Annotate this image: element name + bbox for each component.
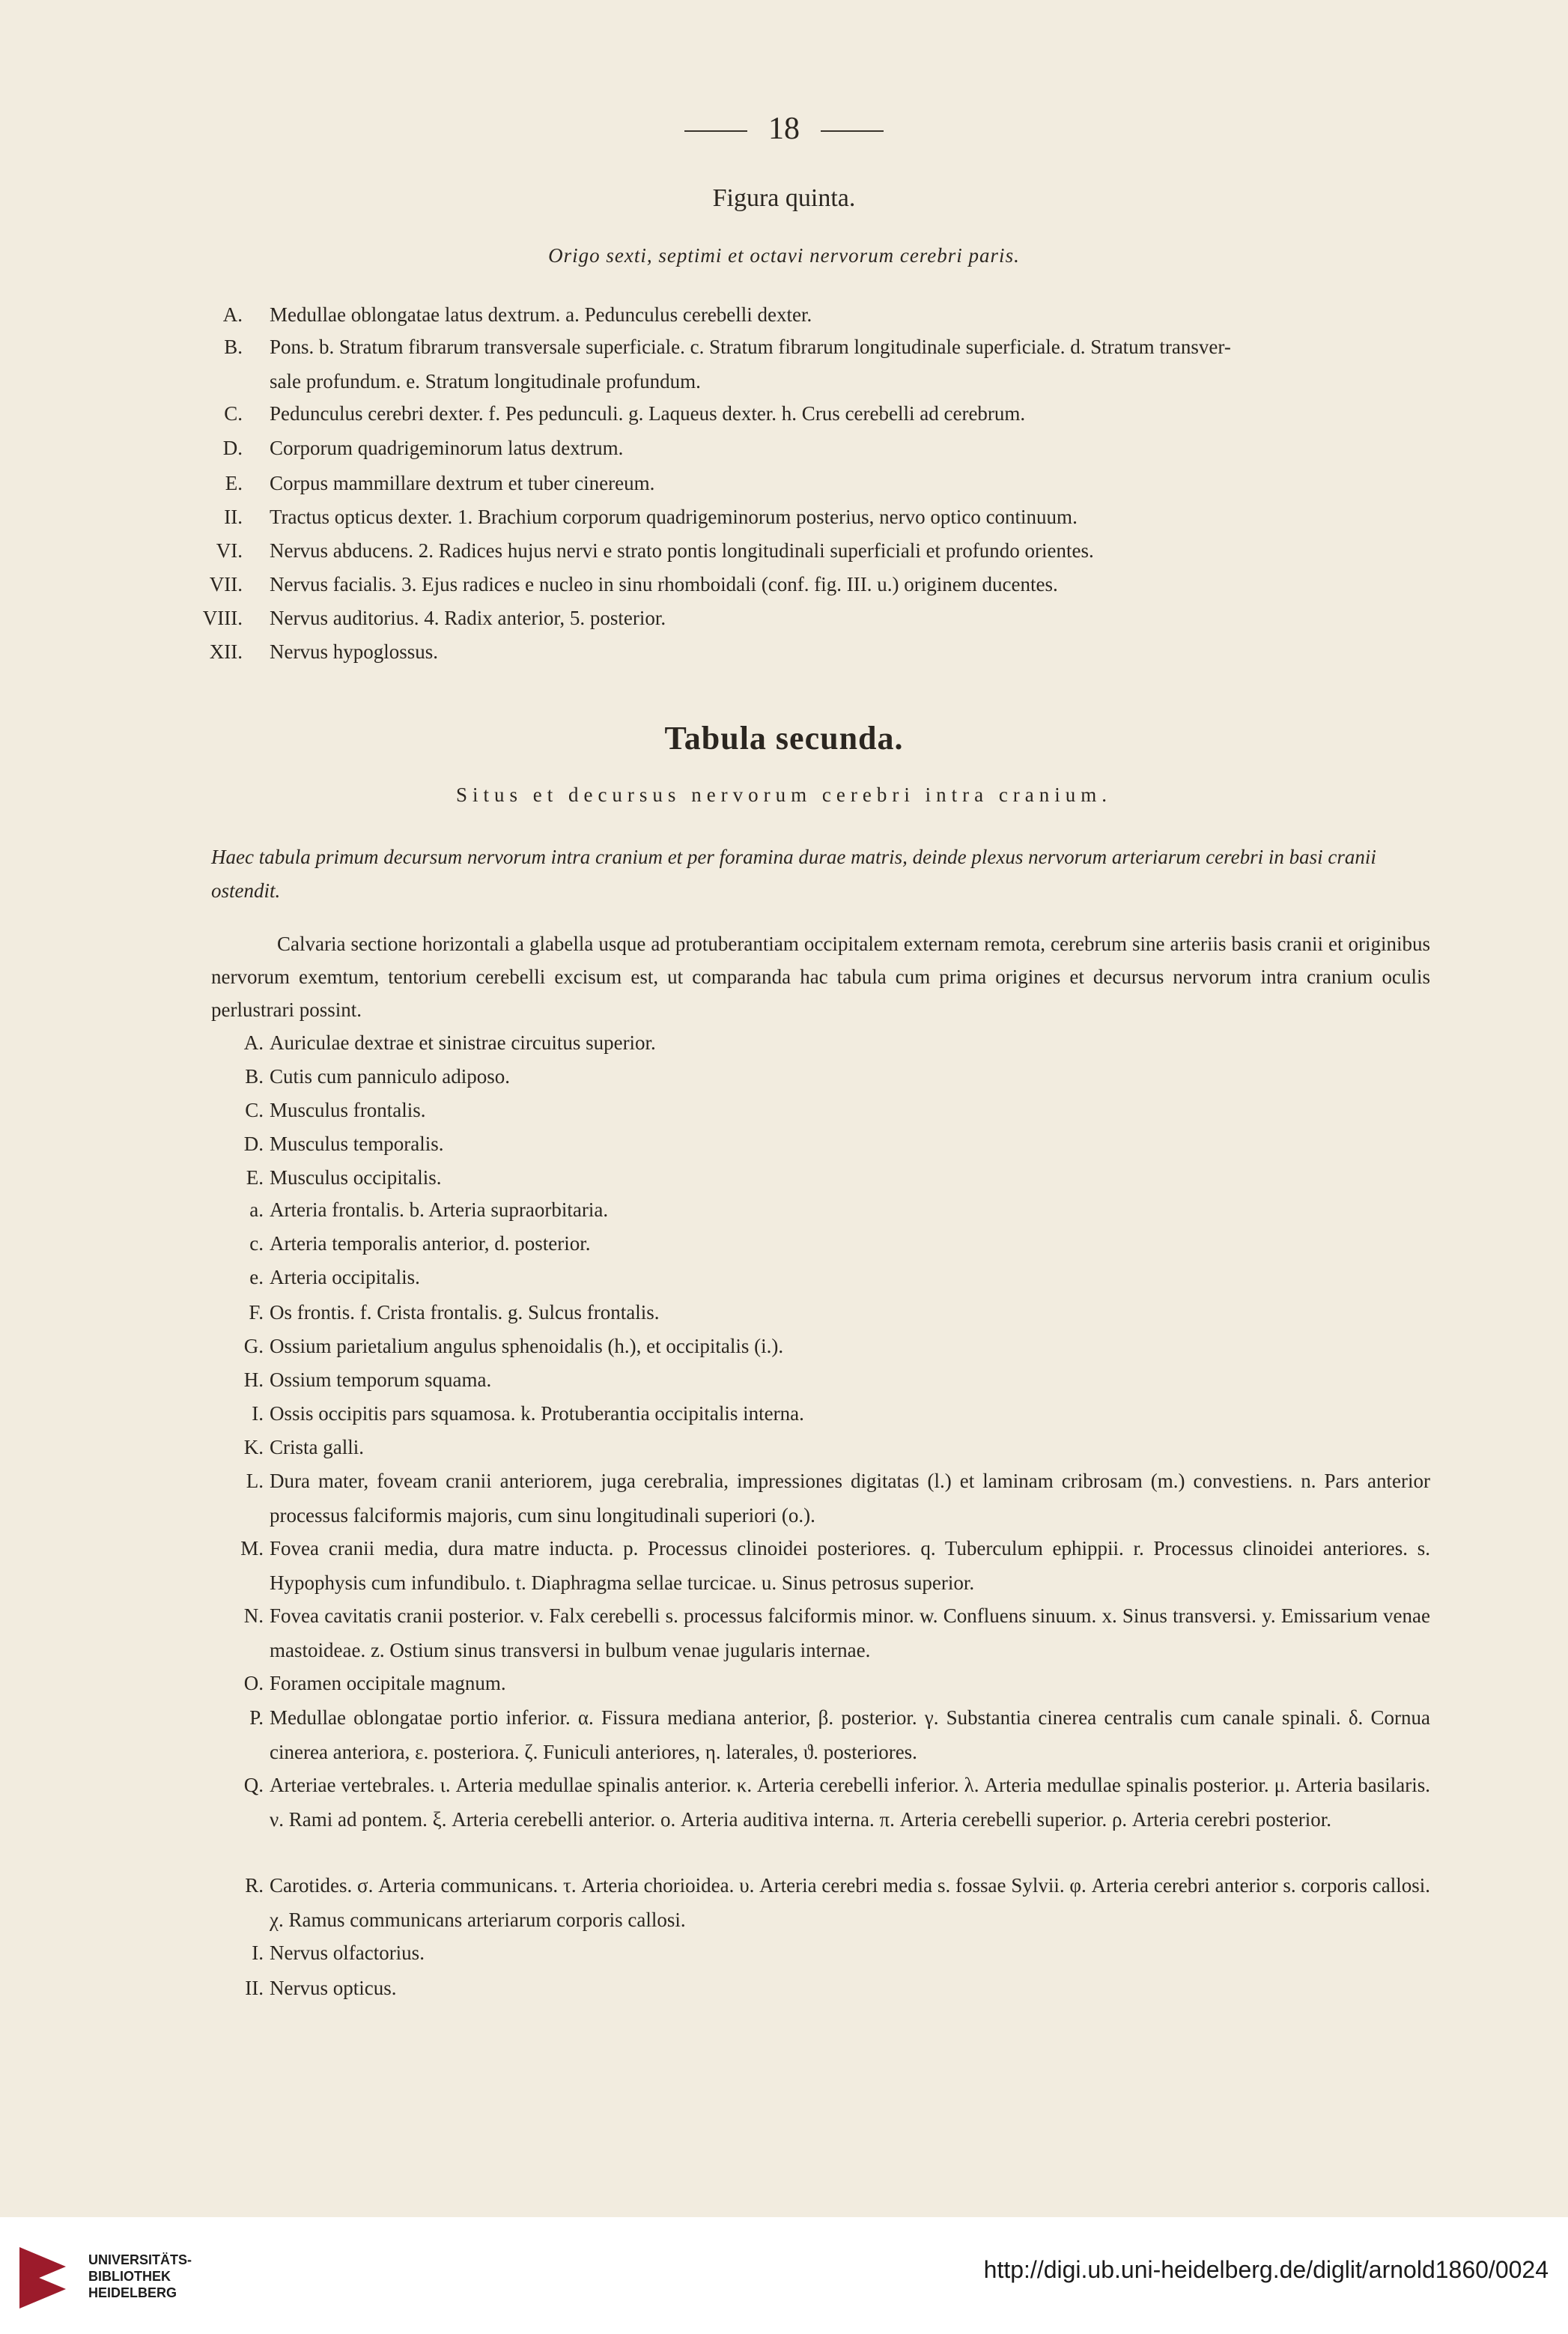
legend-text: Ossis occipitis pars squamosa. k. Protuberantia occipitalis interna. (270, 1402, 804, 1425)
legend-text: Arteriae vertebrales. ι. Arteria medullae spinalis anterior. κ. Arteria cerebelli inferior. λ. Arteria medullae spinalis posterior. μ. Arteria basilaris. ν. Rami ad pontem. ξ. Arteria cerebelli anterior. ο. Arteria auditiva interna. π. Arteria cerebelli superior. ρ. Arteria cerebri posterior. (270, 1774, 1430, 1831)
legend-text: Crista galli. (270, 1436, 364, 1458)
legend-key: Q. (243, 1774, 264, 1796)
legend-text: Medullae oblongatae portio inferior. α. Fissura mediana anterior, β. posterior. γ. Substantia cinerea centralis cum canale spinali. δ. Cornua cinerea anteriora, ε. posteriora. ζ. Funiculi anteriores, η. laterales, ϑ. posteriores. (270, 1706, 1430, 1763)
legend-key: M. (240, 1537, 264, 1559)
legend-text: Nervus olfactorius. (270, 1942, 425, 1964)
library-name-line: BIBLIOTHEK (88, 2269, 171, 2284)
legend-key: F. (249, 1301, 264, 1324)
legend-text: sale profundum. e. Stratum longitudinale profundum. (270, 370, 701, 392)
legend-text: Nervus hypoglossus. (270, 640, 439, 663)
legend-text: Nervus abducens. 2. Radices hujus nervi e strato pontis longitudinali superficiali et profundo orientes. (270, 539, 1094, 562)
source-url-link[interactable]: http://digi.ub.uni-heidelberg.de/diglit/arnold1860/0024 (983, 2256, 1549, 2283)
legend-key: O. (243, 1672, 264, 1694)
legend-key: VI. (216, 539, 243, 562)
legend-key: C. (224, 402, 243, 425)
legend-text: Nervus auditorius. 4. Radix anterior, 5. posterior. (270, 607, 666, 629)
table-subtitle: Situs et decursus nervorum cerebri intra cranium. (455, 783, 1113, 806)
legend-text: Pons. b. Stratum fibrarum transversale superficiale. c. Stratum fibrarum longitudinale superficiale. d. Stratum transver- (270, 336, 1231, 358)
legend-key: N. (243, 1604, 264, 1627)
legend-key: K. (243, 1436, 264, 1458)
legend-key: L. (246, 1470, 264, 1492)
legend-key: II. (224, 506, 243, 528)
legend-key: D. (243, 1133, 264, 1155)
figure-heading: Figura quinta. (712, 184, 856, 212)
footer-bar (0, 2217, 1568, 2334)
legend-text: Musculus frontalis. (270, 1099, 426, 1121)
legend-text: Medullae oblongatae latus dextrum. a. Pedunculus cerebelli dexter. (270, 303, 812, 326)
legend-text: Os frontis. f. Crista frontalis. g. Sulcus frontalis. (270, 1301, 660, 1324)
table-heading: Tabula secunda. (664, 720, 904, 757)
legend-key: A. (243, 1031, 264, 1054)
page-number: 18 (0, 111, 1568, 147)
legend-text: Auriculae dextrae et sinistrae circuitus superior. (270, 1031, 656, 1054)
legend-text: Tractus opticus dexter. 1. Brachium corporum quadrigeminorum posterius, nervo optico continuum. (270, 506, 1078, 528)
figure-subtitle: Origo sexti, septimi et octavi nervorum cerebri paris. (548, 244, 1020, 267)
legend-key: G. (243, 1335, 264, 1357)
legend-key: I. (252, 1402, 264, 1425)
legend-key: A. (222, 303, 243, 326)
legend-text: Musculus temporalis. (270, 1133, 444, 1155)
legend-key: I. (252, 1942, 264, 1964)
legend-text: Cutis cum panniculo adiposo. (270, 1065, 510, 1088)
legend-text: Dura mater, foveam cranii anteriorem, juga cerebralia, impressiones digitatas (l.) et laminam cribrosam (m.) convestiens. n. Pars anterior processus falciformis majoris, cum sinu longitudinali superiori (o.). (270, 1470, 1430, 1527)
legend-key: D. (222, 437, 243, 459)
legend-key: VII. (209, 573, 243, 595)
legend-text: Arteria temporalis anterior, d. posterior. (270, 1232, 591, 1255)
legend-key: R. (245, 1874, 264, 1897)
legend-text: Corpus mammillare dextrum et tuber cinereum. (270, 472, 655, 494)
intro-body: Calvaria sectione horizontali a glabella usque ad protuberantiam occipitalem externam remota, cerebrum sine arteriis basis cranii et originibus nervorum exemtum, tentorium cerebelli excisum est, ut comparanda hac tabula cum prima origines et decursus nervorum intra cranium oculis perlustrari possint. (211, 933, 1430, 1021)
legend-key: II. (245, 1977, 264, 1999)
legend-text: Carotides. σ. Arteria communicans. τ. Arteria chorioidea. υ. Arteria cerebri media s. fossae Sylvii. φ. Arteria cerebri anterior s. corporis callosi. χ. Ramus communicans arteriarum corporis callosi. (270, 1874, 1430, 1931)
legend-key: B. (224, 336, 243, 358)
university-library-logo-icon (19, 2247, 66, 2309)
legend-text: Ossium parietalium angulus sphenoidalis (h.), et occipitalis (i.). (270, 1335, 784, 1357)
legend-text: Foramen occipitale magnum. (270, 1672, 506, 1694)
legend-key: e. (249, 1266, 264, 1288)
legend-key: XII. (209, 640, 243, 663)
legend-key: H. (243, 1368, 264, 1391)
intro-italic: Haec tabula primum decursum nervorum intra cranium et per foramina durae matris, deinde plexus nervorum arteriarum cerebri in basi cranii ostendit. (211, 846, 1376, 902)
legend-text: Arteria occipitalis. (270, 1266, 420, 1288)
legend-text: Arteria frontalis. b. Arteria supraorbitaria. (270, 1198, 609, 1221)
library-name-line: UNIVERSITÄTS- (88, 2252, 192, 2267)
legend-text: Pedunculus cerebri dexter. f. Pes pedunculi. g. Laqueus dexter. h. Crus cerebelli ad cerebrum. (270, 402, 1026, 425)
legend-text: Ossium temporum squama. (270, 1368, 492, 1391)
legend-text: Corporum quadrigeminorum latus dextrum. (270, 437, 624, 459)
legend-text: Musculus occipitalis. (270, 1166, 442, 1189)
legend-key: B. (245, 1065, 264, 1088)
legend-key: E. (225, 472, 243, 494)
library-name-line: HEIDELBERG (88, 2285, 177, 2300)
legend-key: C. (245, 1099, 264, 1121)
legend-key: VIII. (202, 607, 243, 629)
legend-text: Fovea cranii media, dura matre inducta. p. Processus clinoidei posteriores. q. Tuberculum ephippii. r. Processus clinoidei anteriores. s. Hypophysis cum infundibulo. t. Diaphragma sellae turcicae. u. Sinus petrosus superior. (270, 1537, 1430, 1594)
legend-key: a. (249, 1198, 264, 1221)
legend-key: P. (249, 1706, 264, 1729)
legend-key: c. (249, 1232, 264, 1255)
legend-text: Fovea cavitatis cranii posterior. v. Falx cerebelli s. processus falciformis minor. w. Confluens sinuum. x. Sinus transversi. y. Emissarium venae mastoideae. z. Ostium sinus transversi in bulbum venae jugularis internae. (270, 1604, 1430, 1661)
legend-key: E. (246, 1166, 264, 1189)
library-name (88, 2252, 192, 2301)
legend-text: Nervus opticus. (270, 1977, 397, 1999)
legend-text: Nervus facialis. 3. Ejus radices e nucleo in sinu rhomboidali (conf. fig. III. u.) originem ducentes. (270, 573, 1058, 595)
